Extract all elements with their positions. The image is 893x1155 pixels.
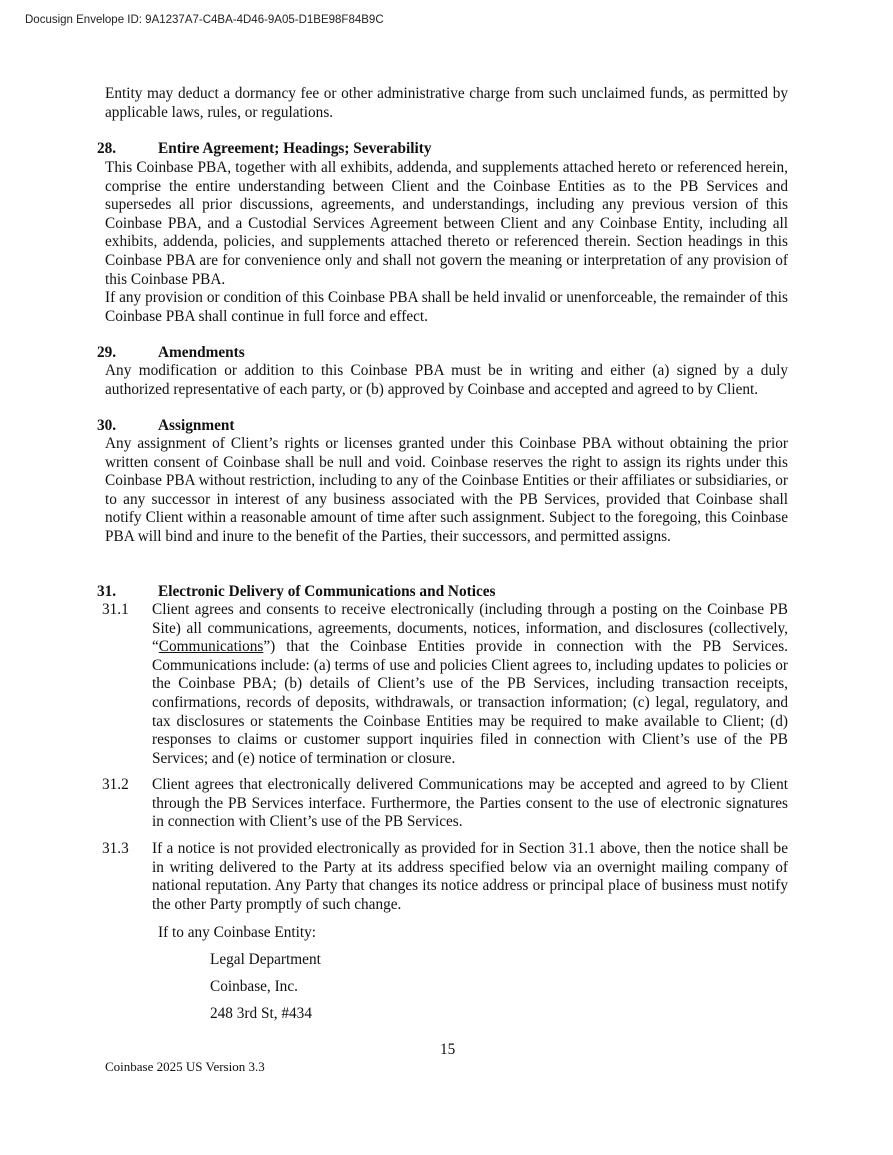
subsection-number: 31.1 [102, 601, 129, 618]
defined-term: Communications [158, 638, 264, 656]
subsection-31-1 [102, 601, 788, 768]
notice-intro: If to any Coinbase Entity: [158, 924, 317, 941]
section-29-heading [97, 344, 245, 363]
paragraph: Any assignment of Client’s rights or licenses granted under this Coinbase PBA without obtaining the prior written consent of Coinbase shall be null and void. Coinbase reserves the right to assign its rights under this Coinbase PBA without restriction, including to any of the Coinbase Entities or their affiliates or subsidiaries, or to any successor in interest of any business associated with the PB Services, provided that Coinbase shall notify Client within a reasonable amount of time after such assignment. Subject to the foregoing, this Coinbase PBA will bind and inure to the benefit of the Parties, their successors, and permitted assigns. [105, 435, 788, 545]
section-number: 28. [97, 140, 117, 157]
section-28-heading [97, 140, 431, 159]
section-title: Amendments [158, 344, 245, 361]
section-29-body [105, 362, 788, 399]
section-28-body [105, 159, 788, 326]
section-30-heading [97, 417, 235, 436]
section-title: Entire Agreement; Headings; Severability [158, 140, 432, 157]
section-title: Assignment [158, 417, 235, 434]
continuation-paragraph: Entity may deduct a dormancy fee or other administrative charge from such unclaimed funds, as permitted by applicable laws, rules, or regulations. [105, 85, 788, 121]
section-30-body [105, 435, 788, 547]
section-title: Electronic Delivery of Communications and Notices [158, 583, 496, 600]
section-number: 29. [97, 344, 117, 361]
subsection-number: 31.2 [102, 776, 129, 793]
subsection-text: Client agrees and consents to receive electronically (including through a posting on the Coinbase PB Site) all communications, agreements, documents, notices, information, and disclosures (collectively, “Communications”) that the Coinbase Entities provide in connection with the PB Services. Communications include: (a) terms of use and policies Client agrees to, including updates to policies or the Coinbase PBA; (b) details of Client’s use of the PB Services, including transaction receipts, confirmations, records of deposits, withdrawals, or transaction information; (c) legal, regulatory, and tax disclosures or statements the Coinbase Entities may be required to make available to Client; (d) responses to claims or customer support inquiries filed in connection with Client’s use of the PB Services; and (e) notice of termination or closure. [152, 601, 788, 767]
subsection-number: 31.3 [102, 840, 129, 857]
section-number: 31. [97, 583, 117, 600]
paragraph: Any modification or addition to this Coinbase PBA must be in writing and either (a) signed by a duly authorized representative of each party, or (b) approved by Coinbase and accepted and agreed to by Client. [105, 362, 788, 398]
footer-version: Coinbase 2025 US Version 3.3 [105, 1059, 265, 1074]
page-number: 15 [440, 1041, 456, 1058]
subsection-31-2 [102, 776, 788, 832]
section-31-heading [97, 583, 495, 602]
docusign-envelope-id: Docusign Envelope ID: 9A1237A7-C4BA-4D46-9A05-D1BE98F84B9C [25, 14, 384, 26]
subsection-text: If a notice is not provided electronically as provided for in Section 31.1 above, then the notice shall be in writing delivered to the Party at its address specified below via an overnight mailing company of national reputation. Any Party that changes its notice address or principal place of business must notify the other Party promptly of such change. [152, 840, 788, 913]
paragraph: This Coinbase PBA, together with all exhibits, addenda, and supplements attached hereto or referenced herein, comprise the entire understanding between Client and the Coinbase Entities as to the PB Services and supersedes all prior discussions, agreements, and understandings, including any previous version of this Coinbase PBA, and a Custodial Services Agreement between Client and any Coinbase Entity, including all exhibits, addenda, policies, and supplements attached thereto or referenced therein. Section headings in this Coinbase PBA are for convenience only and shall not govern the meaning or interpretation of any provision of this Coinbase PBA. [105, 159, 788, 288]
subsection-31-3 [102, 840, 788, 914]
address-line-street: 248 3rd St, #434 [210, 1005, 312, 1022]
subsection-text: Client agrees that electronically delivered Communications may be accepted and agreed to by Client through the PB Services interface. Furthermore, the Parties consent to the use of electronic signatures in connection with Client’s use of the PB Services. [152, 776, 788, 831]
address-line-department: Legal Department [210, 951, 321, 968]
address-line-company: Coinbase, Inc. [210, 978, 298, 995]
paragraph: If any provision or condition of this Coinbase PBA shall be held invalid or unenforceable, the remainder of this Coinbase PBA shall continue in full force and effect. [105, 289, 788, 325]
section-number: 30. [97, 417, 117, 434]
